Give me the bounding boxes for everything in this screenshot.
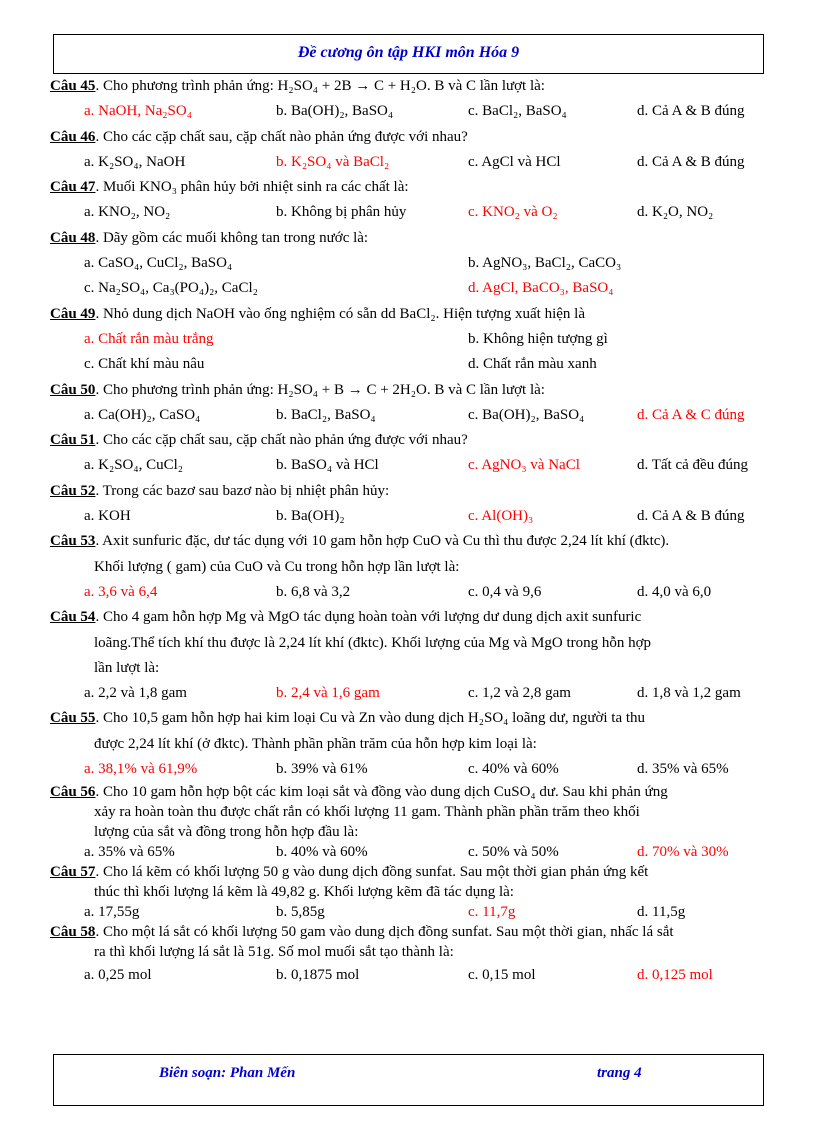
- question-text: Khối lượng ( gam) của CuO và Cu trong hỗn hợp lần lượt là:: [94, 558, 460, 575]
- option-d: d. 1,8 và 1,2 gam: [637, 685, 741, 702]
- question-number: Câu 48: [50, 229, 96, 246]
- question-52: [50, 479, 766, 504]
- question-58: [50, 922, 766, 942]
- question-text: ra thì khối lượng lá sắt là 51g. Số mol muối sắt tạo thành là:: [94, 944, 454, 961]
- question-text: . Cho phương trình phản ứng: H₂SO₄ + B → C + 2H₂O. B và C lần lượt là:: [95, 381, 545, 398]
- option-c: c. Al(OH)₃: [468, 508, 534, 525]
- option-b: b. BaCl₂, BaSO₄: [276, 406, 376, 423]
- question-45: [50, 74, 766, 99]
- option-a: a. 0,25 mol: [84, 967, 152, 984]
- question-54-cont2: [50, 656, 766, 681]
- question-number: Câu 54: [50, 609, 96, 626]
- header-box: [53, 34, 764, 74]
- options-46: [50, 150, 766, 175]
- dense-section: [50, 782, 766, 988]
- question-number: Câu 53: [50, 533, 96, 550]
- question-number: Câu 50: [50, 381, 96, 398]
- options-47: [50, 200, 766, 225]
- option-d: d. Chất rắn màu xanh: [468, 356, 597, 373]
- question-56-cont2: [50, 822, 766, 842]
- page-title: Đề cương ôn tập HKI môn Hóa 9: [297, 44, 520, 61]
- options-54: [50, 681, 766, 706]
- question-text: . Nhỏ dung dịch NaOH vào ống nghiệm có sẵn dd BaCl₂. Hiện tượng xuất hiện là: [95, 305, 585, 322]
- option-a: a. 17,55g: [84, 904, 140, 921]
- question-47: [50, 175, 766, 200]
- question-48: [50, 226, 766, 251]
- option-a: a. KOH: [84, 508, 131, 525]
- question-49: [50, 302, 766, 327]
- options-45: [50, 99, 766, 124]
- question-number: Câu 47: [50, 179, 96, 196]
- question-number: Câu 45: [50, 78, 96, 94]
- question-text: được 2,24 lít khí (ở đktc). Thành phần phần trăm của hỗn hợp kim loại là:: [94, 735, 537, 752]
- option-a: a. K₂SO₄, NaOH: [84, 153, 186, 170]
- options-49-row2: [50, 352, 766, 377]
- option-d: d. AgCl, BaCO₃, BaSO₄: [468, 280, 614, 297]
- question-46: [50, 125, 766, 150]
- question-text: . Cho phương trình phản ứng: H₂SO₄ + 2B → C + H₂O. B và C lần lượt là:: [95, 78, 545, 94]
- question-number: Câu 49: [50, 305, 96, 322]
- option-c: c. 50% và 50%: [468, 844, 559, 861]
- option-b: b. 0,1875 mol: [276, 967, 360, 984]
- options-49-row1: [50, 327, 766, 352]
- options-51: [50, 453, 766, 478]
- question-text: . Muối KNO₃ phân hủy bởi nhiệt sinh ra các chất là:: [95, 179, 409, 196]
- option-c: c. 1,2 và 2,8 gam: [468, 685, 571, 702]
- option-d: d. Cả A & B đúng: [637, 103, 745, 120]
- option-d: d. Tất cả đều đúng: [637, 457, 748, 474]
- options-53: [50, 580, 766, 605]
- question-text: thúc thì khối lượng lá kẽm là 49,82 g. Khối lượng kẽm đã tác dụng là:: [94, 884, 514, 901]
- option-b: b. 5,85g: [276, 904, 325, 921]
- question-number: Câu 57: [50, 864, 96, 881]
- option-a: a. 38,1% và 61,9%: [84, 761, 198, 778]
- option-b: b. BaSO₄ và HCl: [276, 457, 379, 474]
- question-list: [50, 74, 766, 988]
- option-a: a. 2,2 và 1,8 gam: [84, 685, 187, 702]
- question-number: Câu 55: [50, 710, 96, 727]
- option-c: c. BaCl₂, BaSO₄: [468, 103, 567, 120]
- option-d: d. 0,125 mol: [637, 967, 713, 984]
- option-d: d. 11,5g: [637, 904, 686, 921]
- question-text: xảy ra hoàn toàn thu được chất rắn có khối lượng 11 gam. Thành phần phần trăm theo khối: [94, 804, 640, 821]
- option-b: b. 39% và 61%: [276, 761, 368, 778]
- question-text: loãng.Thể tích khí thu được là 2,24 lít khí (đktc). Khối lượng của Mg và MgO trong hỗn hợp: [94, 634, 652, 651]
- option-b: b. 2,4 và 1,6 gam: [276, 685, 380, 702]
- options-56: [50, 842, 766, 862]
- option-c: c. 0,15 mol: [468, 967, 536, 984]
- question-55: [50, 706, 766, 731]
- options-48-row2: [50, 276, 766, 301]
- question-number: Câu 51: [50, 432, 96, 449]
- option-c: c. 11,7g: [468, 904, 516, 921]
- option-b: b. K₂SO₄ và BaCl₂: [276, 153, 390, 170]
- option-b: b. 40% và 60%: [276, 844, 368, 861]
- option-b: b. Ba(OH)₂: [276, 508, 345, 525]
- question-57: [50, 862, 766, 882]
- option-a: a. Chất rắn màu trắng: [84, 330, 214, 347]
- option-a: a. 35% và 65%: [84, 844, 175, 861]
- question-text: lần lượt là:: [94, 659, 160, 676]
- question-56: [50, 782, 766, 802]
- options-58: [50, 962, 766, 988]
- question-text: lượng của sắt và đồng trong hỗn hợp đầu là:: [94, 824, 359, 841]
- option-a: a. KNO₂, NO₂: [84, 204, 171, 221]
- option-b: b. Không bị phân hủy: [276, 204, 407, 221]
- question-text: . Cho một lá sắt có khối lượng 50 gam vào dung dịch đồng sunfat. Sau một thời gian, nhấc lá sắt: [95, 924, 674, 941]
- option-b: b. Không hiện tượng gì: [468, 330, 608, 347]
- question-56-cont: [50, 802, 766, 822]
- question-number: Câu 52: [50, 482, 96, 499]
- question-50: [50, 378, 766, 403]
- option-c: c. AgNO₃ và NaCl: [468, 457, 580, 474]
- options-55: [50, 757, 766, 782]
- question-number: Câu 58: [50, 924, 96, 941]
- option-d: d. Cả A & B đúng: [637, 153, 745, 170]
- options-52: [50, 504, 766, 529]
- option-c: c. 0,4 và 9,6: [468, 583, 542, 600]
- option-c: c. AgCl và HCl: [468, 153, 561, 170]
- question-53-cont: [50, 555, 766, 580]
- question-text: . Cho 10,5 gam hỗn hợp hai kim loại Cu và Zn vào dung dịch H₂SO₄ loãng dư, người ta thu: [95, 710, 646, 727]
- question-text: . Cho các cặp chất sau, cặp chất nào phản ứng được với nhau?: [95, 432, 468, 449]
- options-50: [50, 403, 766, 428]
- option-c: c. 40% và 60%: [468, 761, 559, 778]
- option-a: a. 3,6 và 6,4: [84, 583, 158, 600]
- option-d: d. 4,0 và 6,0: [637, 583, 712, 600]
- question-number: Câu 56: [50, 784, 96, 801]
- page-number: trang 4: [597, 1065, 642, 1081]
- option-a: a. K₂SO₄, CuCl₂: [84, 457, 184, 474]
- footer-box: [53, 1054, 764, 1106]
- options-57: [50, 902, 766, 922]
- options-48-row1: [50, 251, 766, 276]
- option-d: d. K₂O, NO₂: [637, 204, 714, 221]
- option-a: a. Ca(OH)₂, CaSO₄: [84, 406, 201, 423]
- question-57-cont: [50, 882, 766, 902]
- option-b: b. AgNO₃, BaCl₂, CaCO₃: [468, 255, 622, 272]
- question-text: . Axit sunfuric đặc, dư tác dụng với 10 gam hỗn hợp CuO và Cu thì thu được 2,24 lít khí (đktc).: [95, 533, 670, 550]
- option-b: b. 6,8 và 3,2: [276, 583, 351, 600]
- question-text: . Cho các cặp chất sau, cặp chất nào phản ứng được với nhau?: [95, 128, 468, 145]
- option-c: c. KNO₂ và O₂: [468, 204, 558, 221]
- option-d: d. 35% và 65%: [637, 761, 729, 778]
- option-d: d. Cả A & C đúng: [637, 406, 745, 423]
- question-53: [50, 529, 766, 554]
- option-d: d. Cả A & B đúng: [637, 508, 745, 525]
- question-54-cont: [50, 631, 766, 656]
- option-c: c. Chất khí màu nâu: [84, 356, 205, 373]
- question-text: . Dãy gồm các muối không tan trong nước là:: [95, 229, 369, 246]
- option-a: a. CaSO₄, CuCl₂, BaSO₄: [84, 255, 233, 272]
- option-c: c. Na₂SO₄, Ca₃(PO₄)₂, CaCl₂: [84, 280, 258, 297]
- question-text: . Cho 10 gam hỗn hợp bột các kim loại sắt và đồng vào dung dịch CuSO₄ dư. Sau khi phản ứng: [95, 784, 668, 801]
- question-number: Câu 46: [50, 128, 96, 145]
- question-text: . Trong các bazơ sau bazơ nào bị nhiệt phân hủy:: [95, 482, 390, 499]
- question-58-cont: [50, 942, 766, 962]
- question-55-cont: [50, 732, 766, 757]
- option-c: c. Ba(OH)₂, BaSO₄: [468, 406, 585, 423]
- option-d: d. 70% và 30%: [637, 844, 729, 861]
- option-b: b. Ba(OH)₂, BaSO₄: [276, 103, 394, 120]
- question-54: [50, 605, 766, 630]
- question-text: . Cho 4 gam hỗn hợp Mg và MgO tác dụng hoàn toàn với lượng dư dung dịch axit sunfuric: [95, 609, 642, 626]
- option-a: a. NaOH, Na₂SO₄: [84, 103, 192, 120]
- question-51: [50, 428, 766, 453]
- footer-author: Biên soạn: Phan Mến: [159, 1065, 296, 1081]
- question-text: . Cho lá kẽm có khối lượng 50 g vào dung dịch đồng sunfat. Sau một thời gian phản ứng kết: [95, 864, 649, 881]
